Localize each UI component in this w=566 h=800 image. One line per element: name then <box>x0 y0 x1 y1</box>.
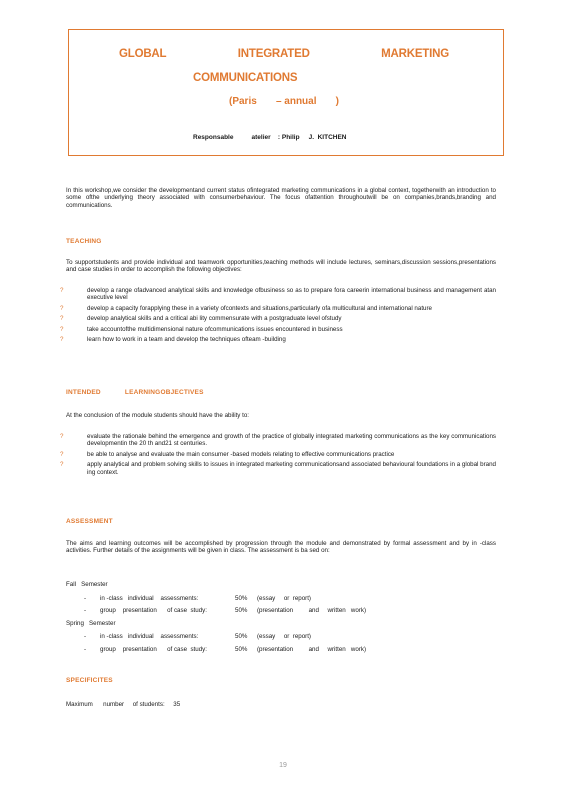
bullet-icon: ? <box>60 461 64 469</box>
teaching-bullet-list <box>60 287 496 346</box>
objectives-heading: INTENDED LEARNINGOBJECTIVES <box>66 389 204 396</box>
row-percent: 50% <box>235 595 248 602</box>
objectives-bullet-list <box>60 433 496 479</box>
list-item: ? take accountofthe multidimensional nature ofcommunications issues encountered in business <box>60 325 343 333</box>
assessment-heading: ASSESSMENT <box>66 518 113 525</box>
row-item: in -class individual assessments: <box>100 633 199 640</box>
teaching-heading: TEACHING <box>66 238 102 245</box>
title-line-1 <box>119 48 449 60</box>
list-item: ? be able to analyse and evaluate the main consumer -based models relating to effective communications practice <box>60 450 395 458</box>
specificities-heading: SPECIFICITES <box>66 677 113 684</box>
row-type: (essay or report) <box>257 595 311 602</box>
row-percent: 50% <box>235 607 248 614</box>
bullet-icon: ? <box>60 450 64 458</box>
bullet-icon: ? <box>60 433 64 440</box>
intro-paragraph: In this workshop,we consider the developmentand current status ofintegrated marketing communications in a global context, togetherwith an introduction to some ofthe underlying theory associated with consumerbehaviour. The focus ofattention throughoutwill be on companies,brands,branding and communications. <box>66 187 496 209</box>
assessment-paragraph: The aims and learning outcomes will be accomplished by progression through the module and demonstrated by formal assessment and by in -class activities. Further details of the assignments will be given in class. The assessment is ba sed on: <box>66 540 496 555</box>
row-dash: - <box>84 646 87 653</box>
title-word: INTEGRATED <box>237 48 310 60</box>
responsable-line: Responsable atelier : Philip J. KITCHEN <box>193 134 347 141</box>
bullet-icon: ? <box>60 325 64 333</box>
row-dash: - <box>84 595 87 602</box>
row-item: in -class individual assessments: <box>100 595 199 602</box>
list-item: ? learn how to work in a team and develop the techniques ofteam -building <box>60 336 286 344</box>
title-word: MARKETING <box>381 48 449 60</box>
list-item: ? evaluate the rationale behind the emergence and growth of the practice of globally integrated marketing communications as the key communications developmentin the 20 th and21 st centuries. <box>60 433 496 448</box>
specificities-paragraph: Maximum number of students: 35 <box>66 701 181 708</box>
subtitle-word: – annual <box>275 96 317 107</box>
objectives-paragraph: At the conclusion of the module students should have the ability to: <box>66 412 249 419</box>
fall-semester-title: Fall Semester <box>66 581 108 588</box>
list-item: ? develop analytical skills and a critical abi lity commensurate with a postgraduate level ofstudy <box>60 315 342 323</box>
row-type: (presentation and written work) <box>257 646 367 653</box>
row-dash: - <box>84 633 87 640</box>
row-type: (essay or report) <box>257 633 311 640</box>
bullet-icon: ? <box>60 304 64 312</box>
spring-semester-title: Spring Semester <box>66 620 116 627</box>
subtitle-word: ) <box>335 96 339 107</box>
page-number: 19 <box>279 762 287 769</box>
row-type: (presentation and written work) <box>257 607 367 614</box>
row-item: group presentation of case study: <box>100 607 207 614</box>
list-item: ? apply analytical and problem solving skills to issues in integrated marketing communicationsand associated behavioural foundations in a global brand ing context. <box>60 461 496 476</box>
title-box <box>68 29 504 156</box>
title-line-2: COMMUNICATIONS <box>193 72 298 84</box>
subtitle-word: (Paris <box>229 96 257 107</box>
row-percent: 50% <box>235 646 248 653</box>
teaching-paragraph: To supportstudents and provide individual and teamwork opportunities,teaching methods will include lectures, seminars,discussion sessions,presentations and case studies in order to accomplish the following objectives: <box>66 259 496 274</box>
bullet-icon: ? <box>60 287 64 294</box>
bullet-icon: ? <box>60 336 64 344</box>
title-line-3 <box>229 96 339 107</box>
row-percent: 50% <box>235 633 248 640</box>
list-item: ? develop a capacity forapplying these in a variety ofcontexts and situations,particularly ofa multicultural and international nature <box>60 304 432 312</box>
list-item: ? develop a range ofadvanced analytical skills and knowledge ofbusiness so as to prepare fora careerin international business and management atan executive level <box>60 287 496 302</box>
row-item: group presentation of case study: <box>100 646 207 653</box>
title-word: GLOBAL <box>119 48 167 60</box>
bullet-icon: ? <box>60 315 64 323</box>
row-dash: - <box>84 607 87 614</box>
